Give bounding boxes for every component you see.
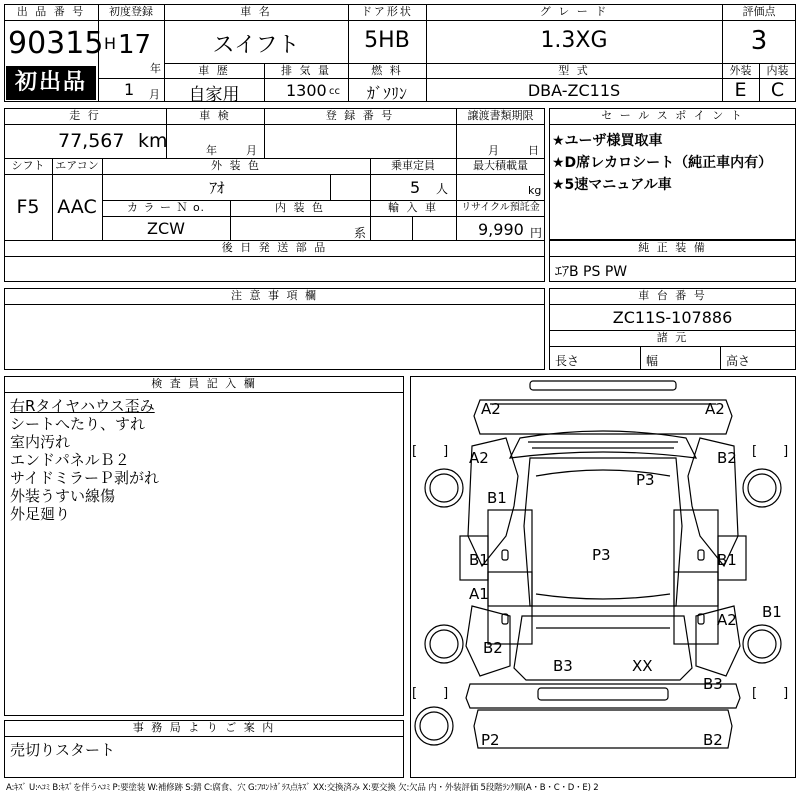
interior-color-unit: 系: [354, 226, 367, 240]
import-label: 輸 入 車: [388, 201, 438, 214]
legend: A:ｷｽﾞ U:ﾍｺﾐ B:ｷｽﾞを伴うﾍｺﾐ P:要塗装 W:補修跡 S:錆 C:腐食、穴 G:ﾌﾛﾝﾄｶﾞﾗｽ点ｷｽﾞ XX:交換済み X:要交換 欠:欠品 内・外装評価 5段階ﾗﾝｸ順(A・B・C・D・E) 2: [6, 783, 599, 793]
office-note: 売切りスタート: [10, 741, 116, 759]
damage-hood: P3: [636, 471, 655, 489]
year-unit: 年: [150, 62, 161, 75]
capacity-label: 乗車定員: [391, 159, 435, 172]
transfer-month-unit: 月: [488, 144, 499, 157]
mileage-label: 走 行: [69, 109, 101, 122]
interior-grade: C: [770, 79, 785, 101]
car-history: 自家用: [188, 85, 240, 105]
score-label: 評価点: [742, 5, 776, 18]
damage-rear-right: B3: [703, 675, 723, 693]
sales-point-3: ★5速マニュアル車: [552, 177, 672, 193]
first-reg-year: 17: [118, 30, 152, 60]
displacement-label: 排 気 量: [281, 64, 331, 77]
inspection-year-unit: 年: [206, 144, 217, 157]
registration-label: 登 録 番 号: [325, 109, 395, 122]
spec-label: 諸 元: [656, 331, 689, 344]
damage-left-front-pillar: B1: [487, 489, 507, 507]
inspector-line-6: 外装うすい線傷: [10, 487, 116, 505]
damage-right-quarter: B1: [762, 603, 782, 621]
max-load-label: 最大積載量: [473, 159, 528, 172]
door-label: ドア形状: [361, 5, 413, 18]
interior-label: 内装: [766, 64, 789, 77]
damage-bumper-right: B2: [703, 731, 723, 749]
inspector-line-1: 右Rタイヤハウス歪み: [10, 397, 155, 415]
history-label: 車 歴: [198, 64, 230, 77]
damage-rear-center: XX: [632, 657, 653, 675]
body-color: ｱｵ: [209, 179, 225, 197]
recycle-fee: 9,990: [478, 220, 524, 239]
exterior-label: 外装: [729, 64, 752, 77]
max-load-unit: kg: [528, 184, 542, 197]
mileage-unit: km: [138, 130, 168, 152]
bracket-left-top: [ ]: [412, 444, 449, 459]
mileage: 77,567: [58, 130, 125, 152]
sales-point-2: ★D席レカロシート（純正車内有）: [552, 155, 773, 171]
car-name-label: 車 名: [240, 5, 272, 18]
equipment-label: 純 正 装 備: [638, 241, 707, 254]
fuel-label: 燃 料: [371, 64, 403, 77]
inspector-line-7: 外足廻り: [10, 505, 71, 523]
inspector-line-4: エンドパネルＢ２: [10, 451, 130, 469]
inspection-month-unit: 月: [246, 144, 257, 157]
bracket-right-top: [ ]: [752, 444, 789, 459]
capacity: 5: [410, 178, 421, 197]
recycle-label: リサイクル預託金: [461, 202, 540, 213]
damage-front-left: A2: [481, 400, 501, 418]
damage-left-rear-door: A1: [469, 585, 489, 603]
chassis-label: 車 台 番 号: [638, 289, 707, 302]
bracket-left-bottom: [ ]: [412, 686, 449, 701]
car-name: スイフト: [212, 33, 300, 58]
capacity-unit: 人: [436, 182, 449, 196]
length-label: 長さ: [555, 354, 580, 368]
interior-color-label: 内 装 色: [275, 201, 325, 214]
first-registration-label: 初度登録: [109, 5, 153, 18]
inspector-label: 検 査 員 記 入 欄: [151, 377, 257, 390]
first-reg-month: 1: [124, 80, 135, 99]
body-color-label: 外 装 色: [211, 159, 261, 172]
recycle-unit: 円: [530, 226, 543, 240]
door-type: 5HB: [364, 28, 410, 53]
bracket-right-bottom: [ ]: [752, 686, 789, 701]
damage-bumper-left: P2: [481, 731, 500, 749]
width-label: 幅: [646, 354, 659, 368]
grade-label: グ レ ー ド: [539, 5, 609, 18]
fuel-type: ｶﾞｿﾘﾝ: [366, 84, 407, 103]
car-diagram: [410, 376, 796, 778]
displacement-unit: cc: [329, 86, 340, 97]
inspector-line-5: サイドミラーＰ剥がれ: [10, 469, 159, 487]
height-label: 高さ: [726, 354, 751, 368]
color-number-label: カ ラ ー Ｎ o.: [126, 201, 206, 214]
sales-points-label: セ ー ル ス ポ イ ン ト: [601, 109, 744, 122]
inspection-label: 車 検: [199, 109, 231, 122]
shift-label: シフト: [11, 159, 45, 172]
overall-score: 3: [750, 26, 768, 56]
displacement: 1300: [286, 81, 327, 100]
damage-left-quarter: B2: [483, 639, 503, 657]
shift: F5: [16, 196, 40, 218]
inspector-line-2: シートへたり、すれ: [10, 415, 146, 433]
era: H: [104, 34, 117, 53]
office-label: 事 務 局 よ り ご 案 内: [132, 721, 276, 734]
damage-right-front-door: B1: [717, 551, 737, 569]
month-unit: 月: [149, 88, 160, 101]
damage-left-front-door: B1: [469, 551, 489, 569]
inspector-line-3: 室内汚れ: [10, 433, 71, 451]
exterior-grade: E: [734, 79, 747, 101]
first-listing-badge: [6, 66, 96, 100]
damage-right-rear-door: A2: [717, 611, 737, 629]
damage-roof: P3: [592, 546, 611, 564]
chassis-number: ZC11S-107886: [612, 308, 733, 327]
aircon: AAC: [57, 196, 97, 218]
lot-number-label: 出 品 番 号: [16, 5, 86, 18]
first-listing-text: 初出品: [14, 70, 87, 95]
caution-label: 注 意 事 項 欄: [231, 289, 318, 302]
grade: 1.3XG: [540, 28, 608, 53]
aircon-label: エアコン: [55, 159, 99, 172]
later-parts-label: 後 日 発 送 部 品: [221, 241, 328, 254]
transfer-deadline-label: 譲渡書類期限: [467, 109, 534, 122]
lot-number: 90315: [8, 26, 104, 61]
sales-point-1: ★ユーザ様買取車: [552, 133, 663, 149]
transfer-day-unit: 日: [528, 144, 539, 157]
damage-rear-left: B3: [553, 657, 573, 675]
damage-right-fender: B2: [717, 449, 737, 467]
damage-front-right: A2: [705, 400, 725, 418]
equipment: ｴｱB PS PW: [555, 264, 628, 280]
damage-left-fender: A2: [469, 449, 489, 467]
model-label: 型 式: [558, 64, 590, 77]
model-code: DBA-ZC11S: [527, 81, 621, 100]
color-number: ZCW: [147, 219, 185, 238]
